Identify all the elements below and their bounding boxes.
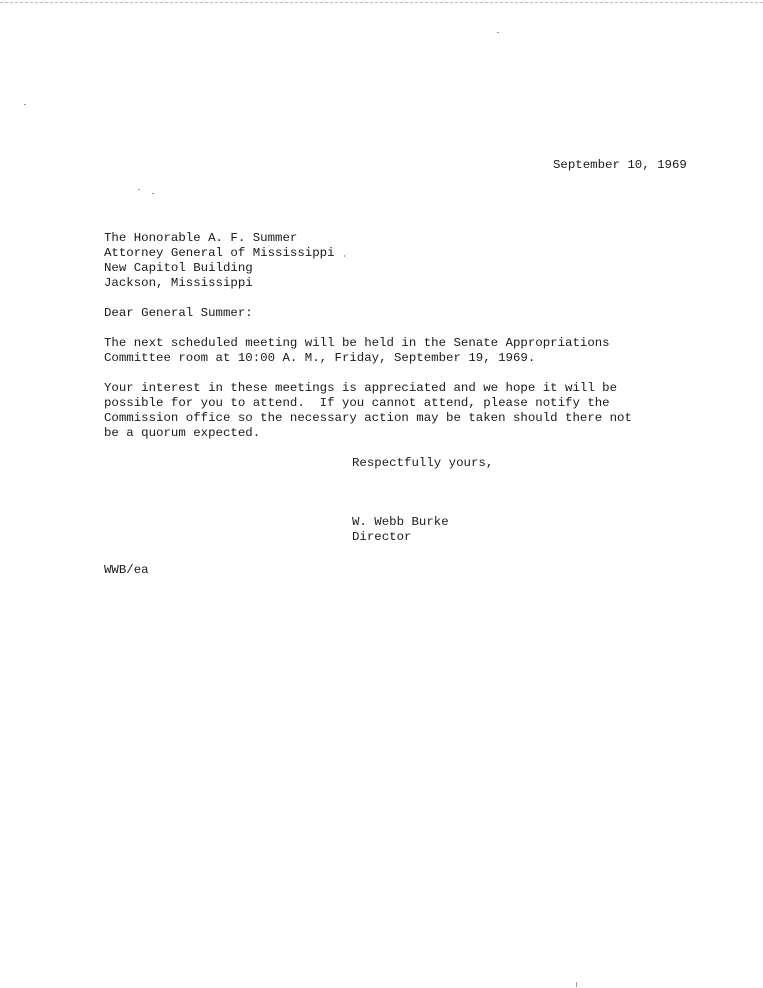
recipient-address — [104, 231, 335, 291]
paragraph-line: Your interest in these meetings is appreciated and we hope it will be — [104, 381, 618, 395]
address-line: Attorney General of Mississippi — [104, 246, 335, 260]
paragraph-line: Commission office so the necessary action may be taken should there not — [104, 411, 632, 425]
signer-title: Director — [352, 530, 412, 544]
scan-speck — [152, 193, 154, 194]
scan-speck — [24, 104, 26, 105]
paragraph-line: be a quorum expected. — [104, 426, 261, 440]
body-paragraph-meeting — [104, 336, 610, 366]
address-line: Jackson, Mississippi — [104, 276, 253, 290]
paragraph-line: Committee room at 10:00 A. M., Friday, September 19, 1969. — [104, 351, 536, 365]
complimentary-closing: Respectfully yours, — [352, 456, 494, 470]
address-line: The Honorable A. F. Summer — [104, 231, 298, 245]
scan-speck — [497, 32, 499, 33]
address-line: New Capitol Building — [104, 261, 253, 275]
reference-initials: WWB/ea — [104, 563, 149, 577]
scan-speck — [576, 982, 577, 987]
salutation: Dear General Summer: — [104, 306, 253, 320]
scan-speck — [138, 189, 140, 190]
signature-block — [352, 515, 449, 545]
scan-speck — [344, 255, 345, 257]
page-top-edge — [0, 2, 763, 3]
paragraph-line: possible for you to attend. If you cannot attend, please notify the — [104, 396, 610, 410]
signer-name: W. Webb Burke — [352, 515, 449, 529]
body-paragraph-attendance — [104, 381, 632, 441]
letter-date: September 10, 1969 — [553, 158, 687, 172]
paragraph-line: The next scheduled meeting will be held in the Senate Appropriations — [104, 336, 610, 350]
